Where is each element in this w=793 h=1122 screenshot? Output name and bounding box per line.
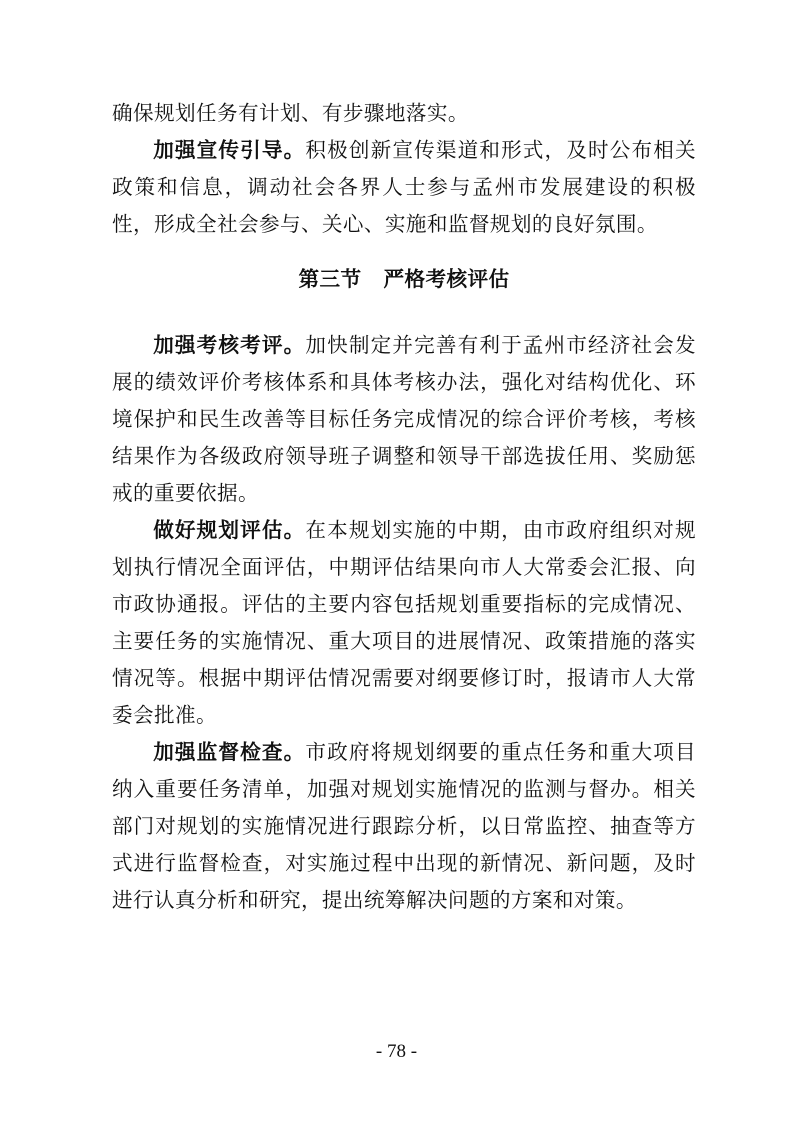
section-heading	[112, 264, 696, 294]
page-number: - 78 -	[375, 1041, 418, 1062]
paragraph-body: 积极创新宣传渠道和形式，及时公布相关政策和信息，调动社会各界人士参与孟州市发展建设的积极性，形成全社会参与、关心、实施和监督规划的良好氛围。	[112, 138, 696, 236]
paragraph-supervision	[112, 734, 696, 919]
continuation-text: 确保规划任务有计划、有步骤地落实。	[112, 101, 469, 125]
continuation-paragraph	[112, 95, 696, 132]
top-text-block	[112, 95, 696, 243]
paragraph-body: 加快制定并完善有利于孟州市经济社会发展的绩效评价考核体系和具体考核办法，强化对结构优化、环境保护和民生改善等目标任务完成情况的综合评价考核，考核结果作为各级政府领导班子调整和领导干部选拔任用、奖励惩戒的重要依据。	[112, 333, 696, 505]
section-number: 第三节	[298, 267, 362, 291]
paragraph-lead: 加强监督检查。	[153, 740, 306, 764]
paragraph-lead: 做好规划评估。	[153, 518, 306, 542]
paragraph-lead: 加强宣传引导。	[153, 138, 306, 162]
paragraph-body: 在本规划实施的中期，由市政府组织对规划执行情况全面评估，中期评估结果向市人大常委会汇报、向市政协通报。评估的主要内容包括规划重要指标的完成情况、主要任务的实施情况、重大项目的进展情况、政策措施的落实情况等。根据中期评估情况需要对纲要修订时，报请市人大常委会批准。	[112, 518, 696, 727]
paragraph-evaluation	[112, 512, 696, 734]
paragraph-assessment	[112, 327, 696, 512]
section-title: 严格考核评估	[383, 267, 510, 291]
section-body	[112, 327, 696, 919]
paragraph-lead: 加强考核考评。	[153, 333, 306, 357]
paragraph-body: 市政府将规划纲要的重点任务和重大项目纳入重要任务清单，加强对规划实施情况的监测与督办。相关部门对规划的实施情况进行跟踪分析，以日常监控、抽查等方式进行监督检查，对实施过程中出现的新情况、新问题，及时进行认真分析和研究，提出统筹解决问题的方案和对策。	[112, 740, 696, 912]
paragraph-publicity	[112, 132, 696, 243]
